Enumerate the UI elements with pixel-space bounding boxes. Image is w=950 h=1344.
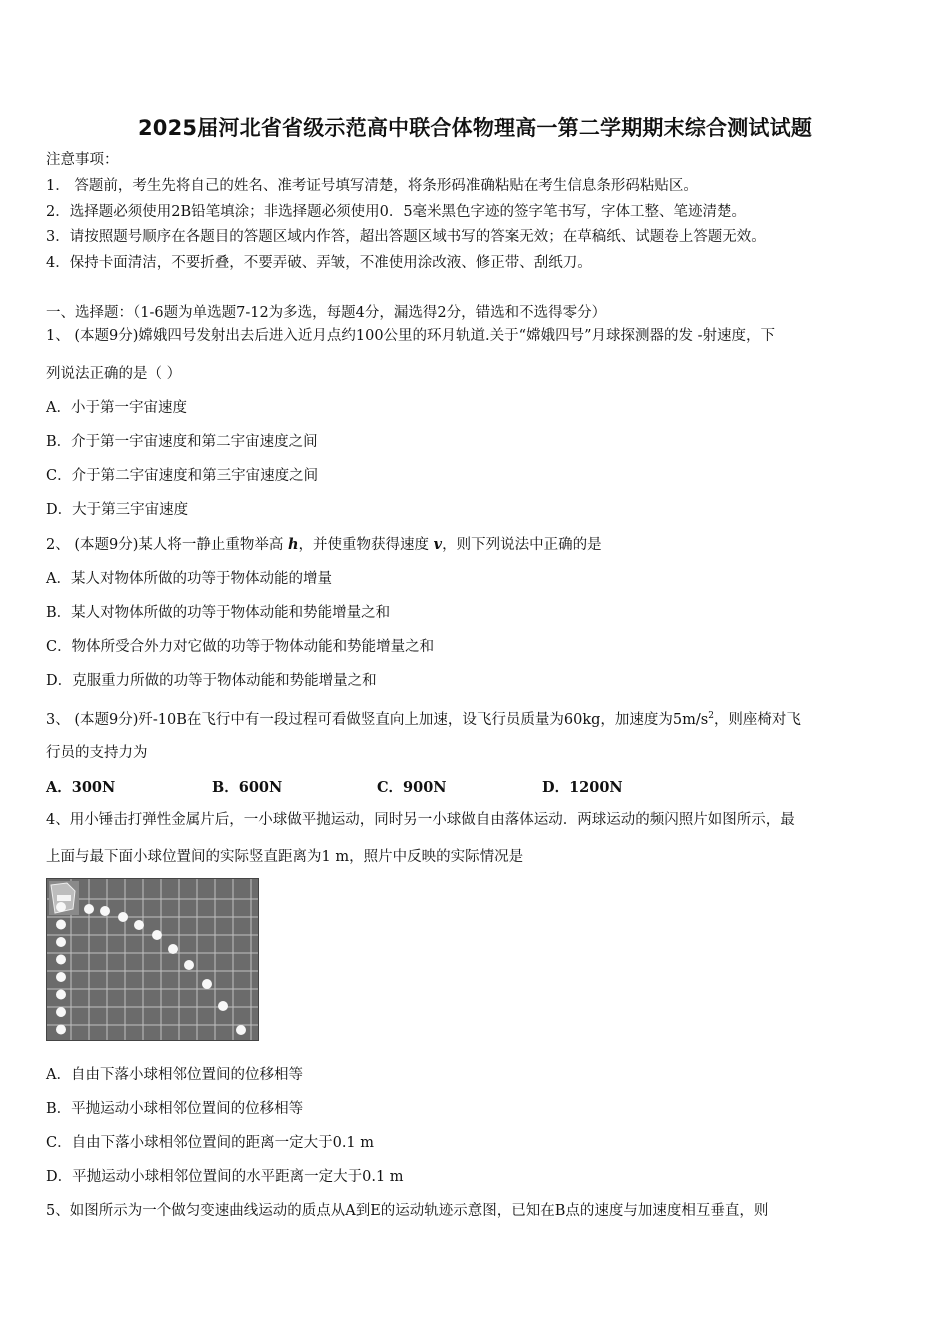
projectile-ball xyxy=(168,944,178,954)
free-fall-ball xyxy=(56,972,66,982)
q2-stem xyxy=(46,535,602,555)
section-heading: 一、选择题：（1-6题为单选题7-12为多选，每题4分，漏选得2分，错选和不选得零分） xyxy=(46,305,607,321)
projectile-ball xyxy=(84,904,94,914)
projectile-ball xyxy=(118,912,128,922)
q3-option-a[interactable]: A．300N xyxy=(46,779,116,796)
q2-option-d[interactable]: D．克服重力所做的功等于物体动能和势能增量之和 xyxy=(46,673,377,689)
q1-option-b[interactable]: B．介于第一宇宙速度和第二宇宙速度之间 xyxy=(46,434,318,450)
q1-option-a[interactable]: A．小于第一宇宙速度 xyxy=(46,400,187,416)
strobe-photo-figure xyxy=(46,878,259,1041)
q4-option-a[interactable]: A．自由下落小球相邻位置间的位移相等 xyxy=(46,1067,303,1083)
free-fall-ball xyxy=(56,902,66,912)
projectile-ball xyxy=(184,960,194,970)
free-fall-ball xyxy=(56,920,66,930)
q2-option-c[interactable]: C．物体所受合外力对它做的功等于物体动能和势能增量之和 xyxy=(46,639,435,655)
projectile-ball xyxy=(202,979,212,989)
q3-stem-part2: ，则座椅对飞 xyxy=(713,711,801,728)
notice-item-4: 4．保持卡面清洁，不要折叠，不要弄破、弄皱，不准使用涂改液、修正带、刮纸刀。 xyxy=(46,255,592,271)
q2-option-a[interactable]: A．某人对物体所做的功等于物体动能的增量 xyxy=(46,571,332,587)
projectile-ball xyxy=(100,906,110,916)
q2-option-b[interactable]: B．某人对物体所做的功等于物体动能和势能增量之和 xyxy=(46,605,391,621)
q3-stem-part1: 3、 (本题9分)歼-10B在飞行中有一段过程可看做竖直向上加速，设飞行员质量为60kg，加速度为5m/s xyxy=(46,711,709,728)
q4-option-b[interactable]: B．平抛运动小球相邻位置间的位移相等 xyxy=(46,1101,304,1117)
q2-stem-part2: ，并使重物获得速度 xyxy=(298,537,434,553)
projectile-ball xyxy=(236,1025,246,1035)
q3-option-c[interactable]: C．900N xyxy=(377,779,447,796)
projectile-ball xyxy=(134,920,144,930)
q1-option-c[interactable]: C．介于第二宇宙速度和第三宇宙速度之间 xyxy=(46,468,319,484)
q3-stem-line1 xyxy=(46,706,801,730)
q2-var-h: h xyxy=(287,536,299,553)
q1-option-d[interactable]: D．大于第三宇宙速度 xyxy=(46,502,189,518)
projectile-ball xyxy=(152,930,162,940)
q3-superscript: 2 xyxy=(708,711,714,721)
free-fall-ball xyxy=(56,1025,66,1035)
q2-stem-part3: ，则下列说法中正确的是 xyxy=(442,537,602,553)
q4-stem-line2: 上面与最下面小球位置间的实际竖直距离为1 m，照片中反映的实际情况是 xyxy=(46,849,524,865)
free-fall-ball xyxy=(56,1007,66,1017)
free-fall-ball xyxy=(56,937,66,947)
q1-stem-line1 xyxy=(46,326,775,346)
q4-option-c[interactable]: C．自由下落小球相邻位置间的距离一定大于0.1 m xyxy=(46,1135,375,1151)
q2-stem-part1: 2、 (本题9分)某人将一静止重物举高 xyxy=(46,537,288,553)
q4-stem-line1: 4、用小锤击打弹性金属片后，一小球做平抛运动，同时另一小球做自由落体运动．两球运动的频闪照片如图所示，最 xyxy=(46,812,795,828)
q3-option-d[interactable]: D．1200N xyxy=(542,779,623,796)
q3-option-b[interactable]: B．600N xyxy=(212,779,283,796)
free-fall-ball xyxy=(56,955,66,965)
page-title: 2025届河北省省级示范高中联合体物理高一第二学期期末综合测试试题 xyxy=(137,116,813,140)
q3-stem-line2: 行员的支持力为 xyxy=(46,745,148,761)
projectile-ball xyxy=(218,1001,228,1011)
notice-heading: 注意事项： xyxy=(46,152,119,168)
q1-stem-line2: 列说法正确的是（ ） xyxy=(46,366,182,382)
q2-var-v: v xyxy=(433,536,443,553)
q4-option-d[interactable]: D．平抛运动小球相邻位置间的水平距离一定大于0.1 m xyxy=(46,1169,404,1185)
notice-item-3: 3．请按照题号顺序在各题目的答题区域内作答，超出答题区域书写的答案无效；在草稿纸、试题卷上答题无效。 xyxy=(46,229,766,245)
strobe-photo-svg xyxy=(47,879,258,1040)
notice-item-2: 2．选择题必须使用2B铅笔填涂；非选择题必须使用0．5毫米黑色字迹的签字笔书写，字体工整、笔迹清楚。 xyxy=(46,204,747,220)
notice-item-1: 1． 答题前，考生先将自己的姓名、准考证号填写清楚，将条形码准确粘贴在考生信息条形码粘贴区。 xyxy=(46,178,698,194)
free-fall-ball xyxy=(56,990,66,1000)
q5-stem-line1: 5、如图所示为一个做匀变速曲线运动的质点从A到E的运动轨迹示意图，已知在B点的速度与加速度相互垂直，则 xyxy=(46,1203,769,1219)
q1-stem-text: 1、 (本题9分)嫦娥四号发射出去后进入近月点约100公里的环月轨道.关于“嫦娥四号”月球探测器的发 -射速度，下 xyxy=(46,328,775,344)
